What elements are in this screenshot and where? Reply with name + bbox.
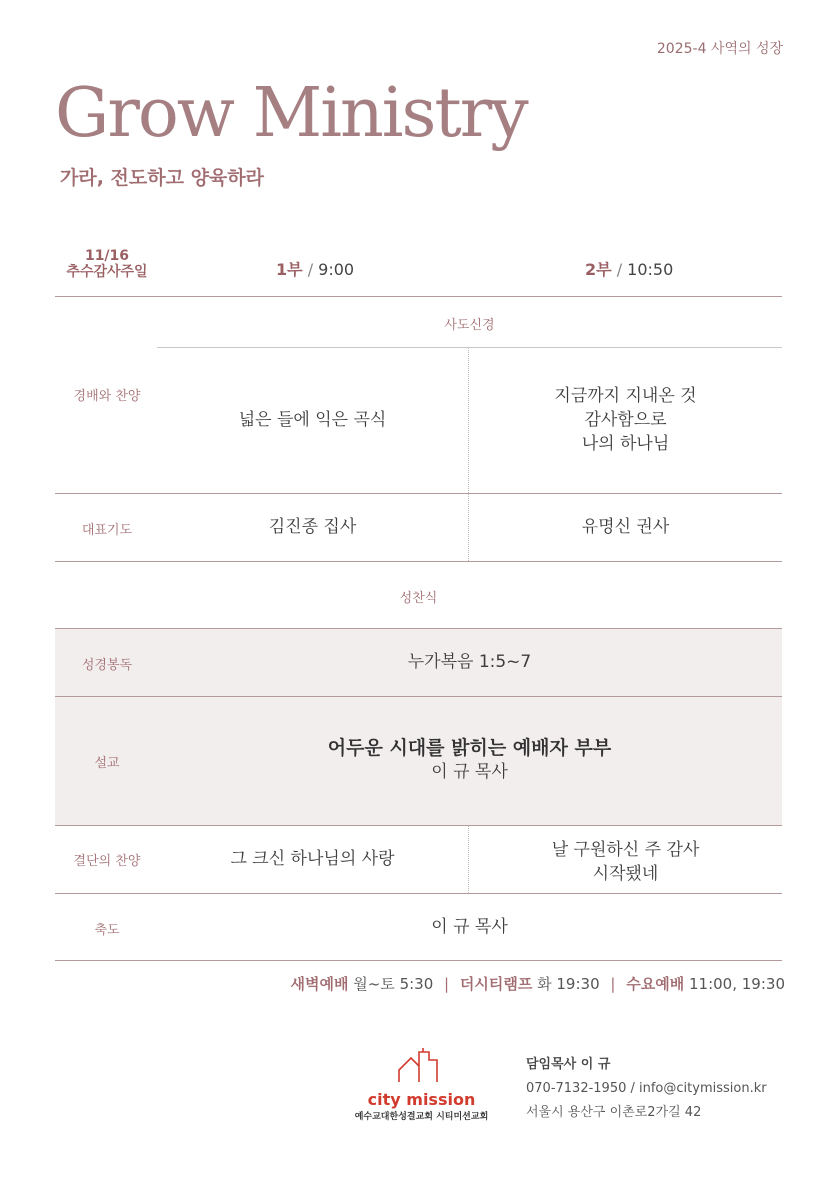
divider	[55, 561, 782, 562]
song-line: 나의 하나님	[581, 434, 670, 454]
worship-song-2	[469, 384, 782, 456]
worship-song-1: 넓은 들에 익은 곡식	[238, 410, 387, 430]
sermon-block	[157, 736, 782, 784]
schedule-name: 수요예배	[626, 975, 685, 993]
issue-label: 2025-4 사역의 성장	[656, 41, 783, 57]
divider	[55, 960, 782, 961]
prayer-leader-1: 김진종 집사	[268, 517, 357, 537]
separator: |	[610, 975, 616, 993]
song-line: 날 구원하신 주 감사	[551, 840, 700, 860]
schedule-time: 월~토 5:30	[353, 975, 434, 993]
address: 서울시 용산구 이촌로2가길 42	[526, 1105, 702, 1120]
date-value: 11/16	[84, 248, 130, 264]
service1-header	[276, 257, 354, 280]
response-song-1: 그 크신 하나님의 사랑	[230, 849, 395, 869]
weekly-schedule	[291, 973, 786, 994]
divider	[55, 493, 782, 494]
worship-label: 경배와 찬양	[73, 389, 141, 404]
separator: /	[616, 260, 623, 279]
divider	[55, 628, 782, 629]
creed-label: 사도신경	[444, 318, 495, 333]
service-date	[55, 248, 159, 280]
benediction-label: 축도	[94, 923, 120, 938]
divider	[55, 825, 782, 826]
schedule-name: 더시티램프	[459, 975, 533, 993]
page-title: Grow Ministry	[55, 74, 527, 153]
church-logo	[344, 1048, 499, 1122]
separator: |	[444, 975, 450, 993]
benediction-value: 이 규 목사	[431, 917, 508, 937]
service2-time: 10:50	[627, 260, 674, 279]
phone-email: 070-7132-1950 / info@citymission.kr	[526, 1081, 767, 1096]
occasion-name: 추수감사주일	[66, 264, 148, 280]
logo-wordmark: city mission	[367, 1090, 476, 1109]
schedule-time: 화 19:30	[537, 975, 600, 993]
prayer-label: 대표기도	[81, 523, 133, 538]
response-label: 결단의 찬양	[73, 854, 141, 869]
sermon-title: 어두운 시대를 밝히는 예배자 부부	[327, 737, 612, 759]
church-name: 예수교대한성결교회 시티미션교회	[354, 1112, 489, 1122]
divider	[55, 696, 782, 697]
song-line: 시작됐네	[592, 864, 659, 884]
service1-time: 9:00	[318, 260, 355, 279]
schedule-name: 새벽예배	[290, 975, 349, 993]
service1-name: 1부	[276, 260, 303, 279]
song-line: 감사함으로	[584, 410, 667, 430]
senior-pastor: 담임목사 이 규	[526, 1057, 611, 1072]
divider	[55, 893, 782, 894]
page-subtitle: 가라, 전도하고 양육하라	[60, 167, 264, 189]
song-line: 지금까지 지내온 것	[554, 386, 697, 406]
scripture-label: 성경봉독	[81, 658, 133, 673]
response-song-2	[469, 838, 782, 886]
scripture-reference: 누가복음 1:5~7	[407, 652, 532, 672]
schedule-time: 11:00, 19:30	[689, 975, 785, 993]
separator: /	[307, 260, 314, 279]
divider	[55, 296, 782, 297]
service2-name: 2부	[585, 260, 612, 279]
building-icon	[397, 1048, 447, 1084]
sermon-label: 설교	[94, 756, 120, 771]
contact-info	[526, 1053, 767, 1125]
communion-label: 성찬식	[399, 591, 438, 606]
sermon-preacher: 이 규 목사	[431, 762, 508, 782]
prayer-leader-2: 유명신 권사	[581, 517, 670, 537]
service2-header	[585, 257, 673, 280]
